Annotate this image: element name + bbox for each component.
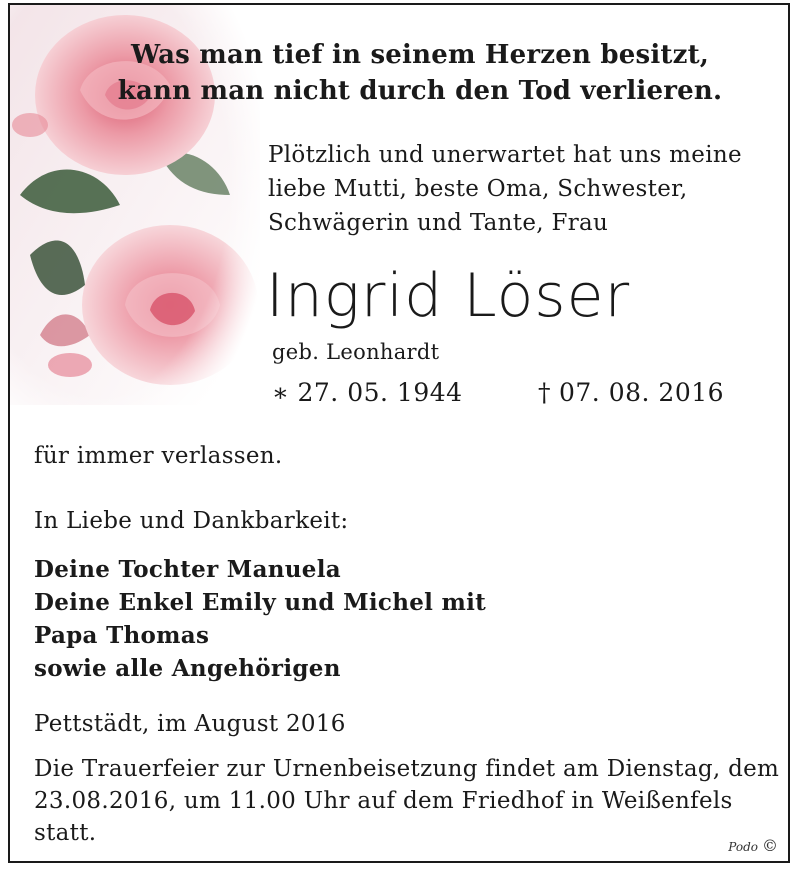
death-date: 07. 08. 2016: [559, 378, 725, 407]
service-line: 23.08.2016, um 11.00 Uhr auf dem Friedhof in Weißenfels: [34, 788, 733, 814]
service-line: Die Trauerfeier zur Urnenbeisetzung findet am Dienstag, dem: [34, 756, 780, 782]
publisher-signature: [728, 836, 778, 855]
deceased-name: Ingrid Löser: [266, 261, 631, 331]
motto: [70, 37, 770, 109]
left-forever-text: für immer verlassen.: [34, 443, 283, 469]
service-notice: [34, 753, 786, 849]
birth-star-icon: ∗: [272, 378, 290, 407]
family-line: Deine Enkel Emily und Michel mit: [34, 589, 487, 616]
death-date-group: [538, 378, 724, 407]
copyright-icon: ©: [762, 836, 778, 855]
cross-icon: †: [538, 378, 551, 407]
gratitude-text: In Liebe und Dankbarkeit:: [34, 508, 349, 534]
place-date: Pettstädt, im August 2016: [34, 711, 346, 737]
birth-date: 27. 05. 1944: [297, 378, 463, 407]
family-list: [34, 553, 486, 685]
intro-text: [268, 138, 778, 240]
family-line: Deine Tochter Manuela: [34, 556, 341, 583]
motto-line: kann man nicht durch den Tod verlieren.: [117, 76, 723, 106]
service-line: statt.: [34, 820, 97, 846]
intro-line: liebe Mutti, beste Oma, Schwester,: [268, 176, 688, 202]
family-line: sowie alle Angehörigen: [34, 655, 341, 682]
signature-text: Podo: [728, 840, 758, 854]
family-line: Papa Thomas: [34, 622, 210, 649]
obituary-frame: [8, 3, 790, 863]
maiden-name: geb. Leonhardt: [272, 340, 440, 364]
intro-line: Schwägerin und Tante, Frau: [268, 210, 609, 236]
motto-line: Was man tief in seinem Herzen besitzt,: [130, 40, 710, 70]
life-dates: [272, 378, 725, 407]
birth-date-group: [272, 378, 463, 407]
intro-line: Plötzlich und unerwartet hat uns meine: [268, 142, 742, 168]
